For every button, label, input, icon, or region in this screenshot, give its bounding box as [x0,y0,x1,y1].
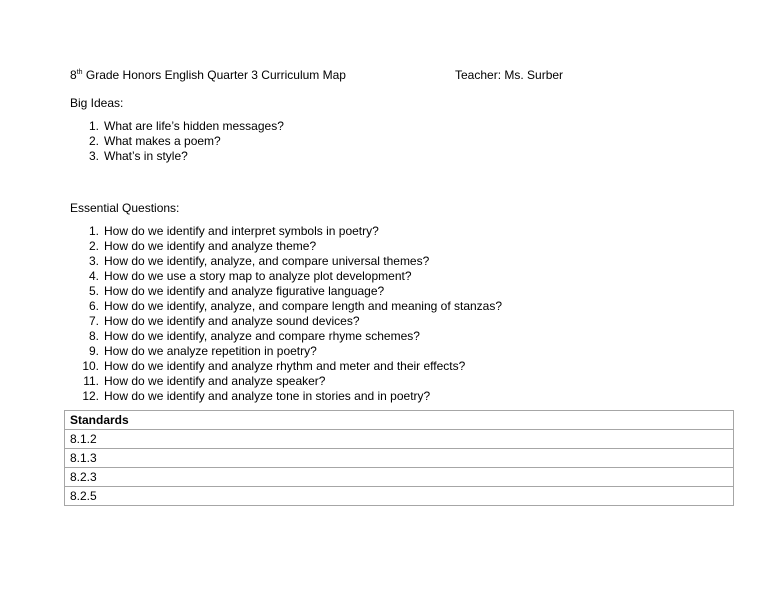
list-item-number: 9. [88,344,99,358]
table-header-row [65,411,734,430]
list-item-text: How do we identify and analyze figurative language? [104,284,385,298]
list-item-text: How do we identify and analyze sound devices? [104,314,360,328]
list-item [70,374,502,389]
list-item-number: 12. [82,389,99,403]
list-item [70,284,502,299]
list-item [70,389,502,404]
table-row [65,487,734,506]
list-item-number: 4. [88,269,99,283]
list-item-text: How do we identify and interpret symbols in poetry? [104,224,379,238]
list-item [70,329,502,344]
list-item [70,269,502,284]
list-item [70,149,284,164]
list-item-number: 2. [88,134,99,148]
list-item-text: How do we identify and analyze tone in stories and in poetry? [104,389,431,403]
standards-table [64,410,734,506]
list-item [70,239,502,254]
table-row [65,449,734,468]
big-ideas-heading: Big Ideas: [70,96,124,110]
list-item-number: 2. [88,239,99,253]
list-item-number: 3. [88,254,99,268]
essential-questions-list [70,224,502,404]
table-row [65,430,734,449]
standards-header: Standards [65,411,734,430]
list-item [70,134,284,149]
list-item-text: How do we identify, analyze, and compare length and meaning of stanzas? [104,299,503,313]
document-title [70,68,346,82]
list-item-number: 10. [82,359,99,373]
list-item [70,254,502,269]
big-ideas-list [70,119,284,164]
list-item-number: 8. [88,329,99,343]
list-item [70,299,502,314]
list-item-number: 11. [83,374,99,388]
list-item-text: How do we identify and analyze speaker? [104,374,326,388]
list-item-number: 7. [88,314,99,328]
list-item-text: How do we use a story map to analyze plot development? [104,269,412,283]
standard-cell: 8.2.3 [65,468,734,487]
table-row [65,468,734,487]
standard-cell: 8.2.5 [65,487,734,506]
list-item [70,359,502,374]
list-item-text: How do we identify, analyze, and compare universal themes? [104,254,430,268]
standard-cell: 8.1.3 [65,449,734,468]
grade-ordinal-suffix: th [76,69,83,76]
list-item-text: How do we identify and analyze rhythm and meter and their effects? [104,359,466,373]
list-item-text: What makes a poem? [104,134,221,148]
standard-cell: 8.1.2 [65,430,734,449]
list-item-text: What are life’s hidden messages? [104,119,284,133]
list-item-number: 5. [88,284,99,298]
grade-number: 8 [70,68,77,82]
list-item-text: How do we identify, analyze and compare rhyme schemes? [104,329,420,343]
list-item-text: What’s in style? [104,149,188,163]
list-item-text: How do we identify and analyze theme? [104,239,317,253]
list-item-number: 3. [88,149,99,163]
list-item-number: 1. [88,119,99,133]
list-item [70,344,502,359]
teacher-name: Teacher: Ms. Surber [455,68,564,82]
list-item-number: 1. [88,224,99,238]
list-item [70,224,502,239]
list-item-number: 6. [88,299,99,313]
list-item-text: How do we analyze repetition in poetry? [104,344,317,358]
list-item [70,314,502,329]
essential-questions-heading: Essential Questions: [70,201,180,215]
title-text: Grade Honors English Quarter 3 Curriculum Map [82,68,346,82]
list-item [70,119,284,134]
